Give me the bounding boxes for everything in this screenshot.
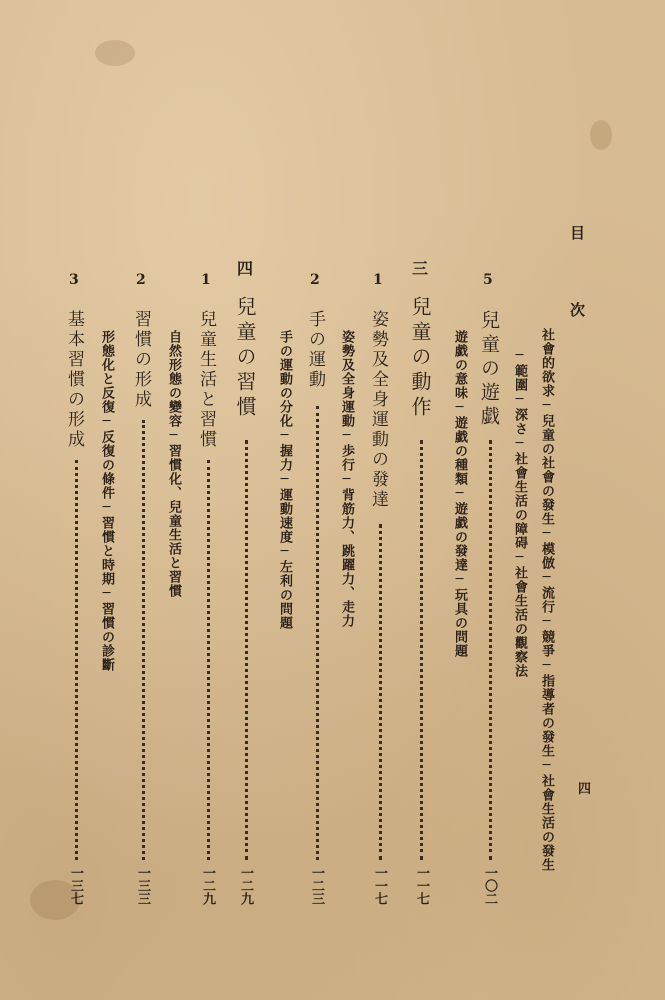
entry-detail-line: ─範圍─深さ─社會生活の障碍─社會生活の觀察法 (512, 348, 527, 678)
section-number: 四 (237, 259, 254, 278)
leader-dots (142, 420, 151, 860)
entry-detail-line: 社會的欲求─兒童の社會の發生─模倣─流行─競爭─指導者の發生─社會生活の發生 (539, 328, 554, 872)
entry-page-number: 一三七 (68, 866, 83, 905)
leader-dots (379, 524, 388, 860)
entry-number: 2 (136, 272, 146, 288)
page-header-title: 目 次 (568, 225, 586, 339)
entry-title: 姿勢及全身運動の發達 (368, 310, 388, 510)
entry-title: 兒童の遊戯 (478, 310, 500, 430)
entry-detail-line: 自然形態の變容─習慣化、兒童生活と習慣 (166, 330, 181, 598)
entry-number: 2 (310, 272, 320, 288)
entry-page-number: 一一七 (414, 866, 429, 905)
page-stain (95, 40, 135, 66)
leader-dots (420, 440, 429, 860)
entry-number: 3 (69, 272, 79, 288)
entry-page-number: 一一七 (372, 866, 387, 905)
entry-number: 5 (483, 272, 493, 288)
leader-dots (316, 406, 325, 860)
page-stain (590, 120, 612, 150)
entry-number: 1 (373, 272, 383, 288)
leader-dots (489, 440, 498, 860)
page-header-number: 四 (578, 782, 592, 797)
section-title: 兒童の習慣 (233, 296, 257, 421)
entry-detail-line: 姿勢及全身運動─歩行─背筋力、跳躍力、走力 (339, 330, 354, 628)
section-title: 兒童の動作 (408, 296, 432, 421)
entry-page-number: 一二三 (309, 866, 324, 905)
leader-dots (245, 440, 254, 860)
entry-title: 基本習慣の形成 (64, 310, 84, 450)
entry-number: 1 (201, 272, 211, 288)
entry-page-number: 一二九 (200, 866, 215, 905)
entry-page-number: 一三三 (135, 866, 150, 905)
entry-page-number: 一二九 (238, 866, 253, 905)
section-number: 三 (412, 259, 429, 278)
entry-title: 習慣の形成 (131, 310, 151, 410)
entry-title: 兒童生活と習慣 (196, 310, 216, 450)
entry-detail-line: 遊戯の意味─遊戯の種類─遊戯の發達─玩具の問題 (452, 330, 467, 658)
leader-dots (207, 460, 216, 860)
leader-dots (75, 460, 84, 860)
entry-page-number: 一〇二 (482, 866, 497, 905)
entry-title: 手の運動 (305, 310, 325, 390)
entry-detail-line: 手の運動の分化─握力─運動速度─左利の問題 (277, 330, 292, 630)
entry-detail-line: 形態化と反復─反復の條件─習慣と時期─習慣の診斷 (99, 330, 114, 672)
